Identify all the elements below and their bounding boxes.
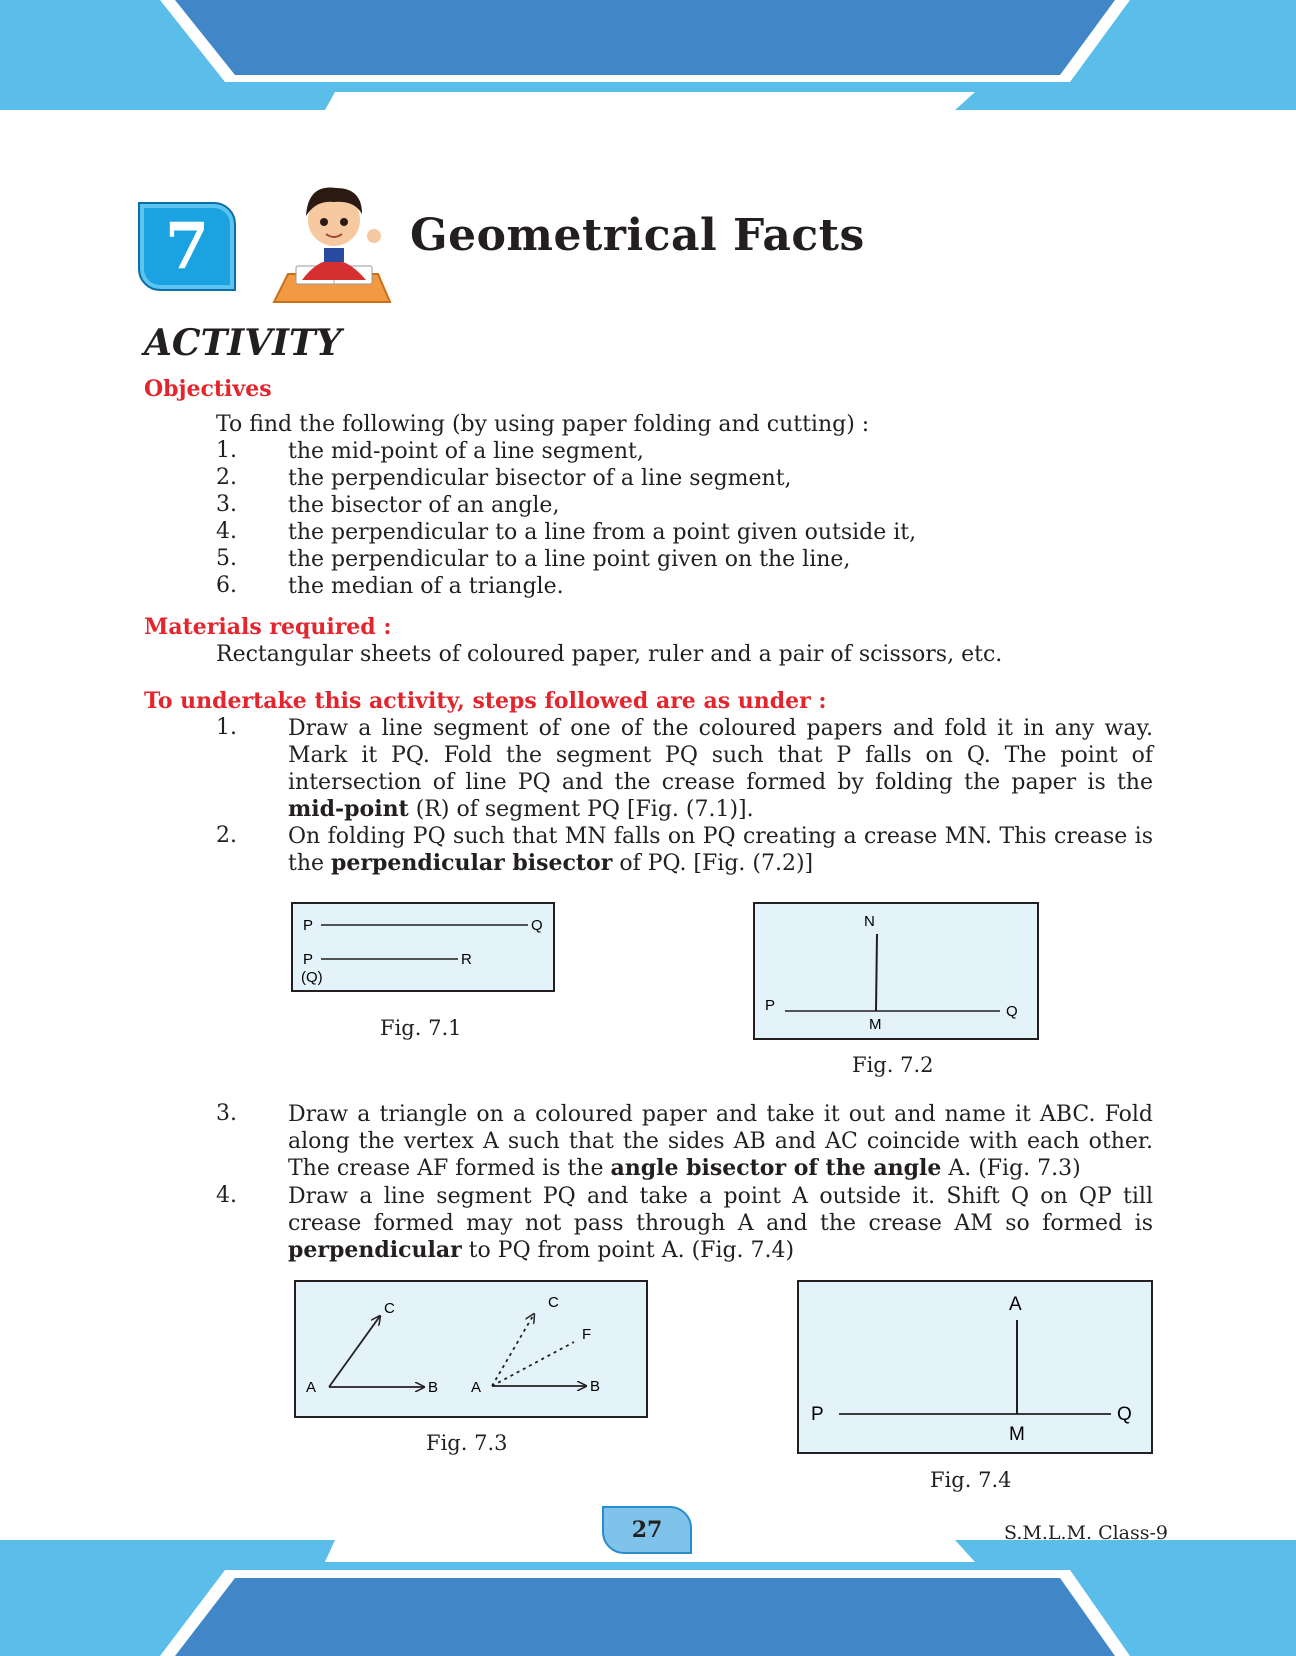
fig3-label-c: C [384, 1300, 395, 1317]
list-item-number: 2. [216, 465, 237, 490]
list-item: the perpendicular to a line point given on the line, [288, 547, 851, 572]
fig3-label-b: B [428, 1379, 439, 1396]
list-item: the median of a triangle. [288, 574, 564, 599]
fig1-label-p2: P [303, 951, 314, 968]
figure-caption: Fig. 7.1 [380, 1016, 462, 1040]
figure-caption: Fig. 7.4 [930, 1468, 1012, 1492]
fig4-label-a: A [1009, 1294, 1022, 1315]
fig2-label-m: M [869, 1016, 882, 1033]
fig3-label-a: A [306, 1379, 317, 1396]
materials-text: Rectangular sheets of coloured paper, ruler and a pair of scissors, etc. [216, 642, 1003, 667]
bold-term: mid-point [288, 796, 409, 822]
list-item-number: 6. [216, 573, 237, 598]
fig1-label-q: Q [531, 917, 543, 934]
fig4-label-p: P [811, 1404, 824, 1425]
step-1-text: Draw a line segment of one of the coloured papers and fold it in any way. Mark it PQ. Fold the segment PQ such that P falls on Q. The point of intersection of line PQ and the crease formed by folding the paper is the mid-point (R) of segment PQ [Fig. (7.1)]. [288, 716, 1153, 822]
step-number: 4. [216, 1183, 237, 1208]
fig2-label-n: N [864, 913, 875, 930]
fig2-label-q: Q [1006, 1003, 1018, 1020]
step-number: 2. [216, 823, 237, 848]
list-item: the perpendicular bisector of a line segment, [288, 466, 792, 491]
steps-heading: To undertake this activity, steps followed are as under : [144, 688, 827, 714]
fig1-label-q2: (Q) [301, 969, 323, 986]
list-item-number: 3. [216, 492, 237, 517]
materials-heading: Materials required : [144, 614, 392, 640]
fig2-label-p: P [765, 997, 776, 1014]
figure-7-4 [797, 1280, 1153, 1454]
activity-heading: ACTIVITY [144, 322, 342, 364]
figure-caption: Fig. 7.2 [852, 1053, 934, 1077]
fig4-label-m: M [1009, 1424, 1025, 1445]
figure-7-2 [753, 902, 1039, 1040]
step-4-text: Draw a line segment PQ and take a point A outside it. Shift Q on QP till crease formed may not pass through A and the crease AM so formed is perpendicular to PQ from point A. (Fig. 7.4) [288, 1184, 1153, 1263]
figure-7-3 [294, 1280, 648, 1418]
fig4-label-q: Q [1117, 1404, 1132, 1425]
list-item: the mid-point of a line segment, [288, 439, 644, 464]
step-2-text: On folding PQ such that MN falls on PQ creating a crease MN. This crease is the perpendicular bisector of PQ. [Fig. (7.2)] [288, 824, 1153, 876]
bold-term: perpendicular [288, 1237, 462, 1263]
list-item: the perpendicular to a line from a point given outside it, [288, 520, 917, 545]
bold-term: perpendicular bisector [331, 850, 613, 876]
fig1-label-p: P [303, 917, 314, 934]
fig1-label-r: R [461, 951, 472, 968]
chapter-title: Geometrical Facts [410, 210, 865, 261]
list-item-number: 5. [216, 546, 237, 571]
fig3-label-b2: B [590, 1378, 601, 1395]
step-3-text: Draw a triangle on a coloured paper and take it out and name it ABC. Fold along the vertex A such that the sides AB and AC coincide with each other. The crease AF formed is the angle bisector of the angle A. (Fig. 7.3) [288, 1102, 1153, 1181]
boy-studying-illustration [262, 170, 402, 312]
bottom-banner [0, 1540, 1296, 1656]
footer-label: S.M.L.M. Class-9 [1004, 1522, 1169, 1544]
step-number: 3. [216, 1101, 237, 1126]
bold-term: angle bisector of the angle [610, 1155, 942, 1181]
list-item-number: 1. [216, 438, 237, 463]
fig3-label-c2: C [548, 1294, 559, 1311]
list-item: the bisector of an angle, [288, 493, 560, 518]
figure-7-1 [291, 902, 555, 992]
fig3-label-f: F [582, 1326, 592, 1343]
top-banner [0, 0, 1296, 115]
step-number: 1. [216, 715, 237, 740]
page-number: 27 [602, 1506, 692, 1554]
chapter-number-badge: 7 [138, 202, 236, 291]
fig3-label-a2: A [471, 1379, 482, 1396]
objectives-heading: Objectives [144, 376, 272, 402]
list-item-number: 4. [216, 519, 237, 544]
objectives-intro: To find the following (by using paper folding and cutting) : [216, 412, 870, 437]
figure-caption: Fig. 7.3 [426, 1431, 508, 1455]
